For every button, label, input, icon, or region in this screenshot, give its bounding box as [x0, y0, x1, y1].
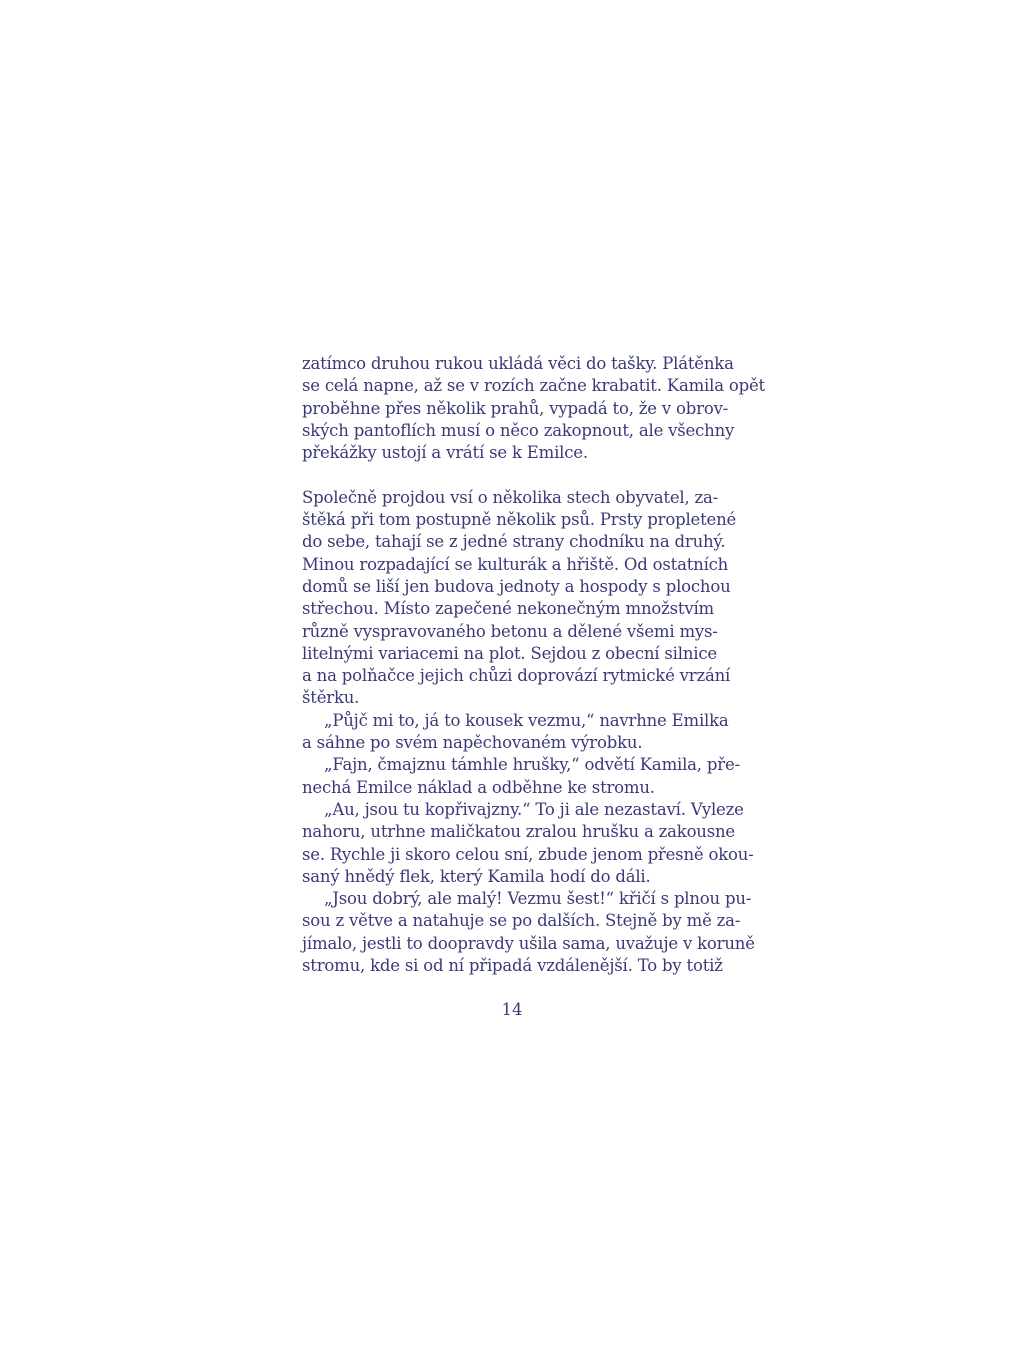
text-line: překážky ustojí a vrátí se k Emilce. [302, 443, 588, 463]
text-line: „Au, jsou tu kopřivajzny.“ To ji ale nezastaví. Vyleze [324, 799, 744, 819]
text-line: sou z větve a natahuje se po dalších. Stejně by mě za- [302, 911, 741, 931]
paragraph [302, 487, 737, 710]
paragraph [302, 754, 740, 799]
text-line: ských pantoflích musí o něco zakopnout, ale všechny [302, 420, 735, 440]
paragraph [302, 888, 755, 977]
text-line: Minou rozpadající se kulturák a hřiště. Od ostatních [302, 554, 729, 574]
paragraph-gap [302, 464, 714, 486]
page-number: 14 [501, 1000, 523, 1019]
text-line: Společně projdou vsí o několika stech obyvatel, za- [302, 487, 719, 507]
text-line: saný hnědý flek, který Kamila hodí do dáli. [302, 866, 651, 886]
text-line: štěká při tom postupně několik psů. Prsty propletené [302, 510, 737, 530]
text-line: různě vyspravovaného betonu a dělené všemi mys- [302, 621, 718, 641]
text-line: štěrku. [302, 688, 360, 708]
text-line: jímalo, jestli to doopravdy ušila sama, uvažuje v koruně [302, 933, 755, 953]
text-line: se. Rychle ji skoro celou sní, zbude jenom přesně okou- [302, 844, 754, 864]
text-line: a na polňačce jejich chůzi doprovází rytmické vrzání [302, 666, 731, 686]
text-line: litelnými variacemi na plot. Sejdou z obecní silnice [302, 643, 717, 663]
body-text [302, 353, 765, 977]
text-line: se celá napne, až se v rozích začne krabatit. Kamila opět [302, 376, 765, 396]
paragraph [302, 353, 765, 464]
text-line: a sáhne po svém napěchovaném výrobku. [302, 733, 643, 753]
text-line: nechá Emilce náklad a odběhne ke stromu. [302, 777, 655, 797]
text-line: „Fajn, čmajznu támhle hrušky,“ odvětí Kamila, pře- [324, 755, 740, 775]
text-line: „Půjč mi to, já to kousek vezmu,“ navrhne Emilka [324, 710, 729, 730]
text-line: střechou. Místo zapečené nekonečným množstvím [302, 599, 714, 619]
text-line: proběhne přes několik prahů, vypadá to, že v obrov- [302, 398, 729, 418]
text-line: zatímco druhou rukou ukládá věci do tašky. Plátěnka [302, 354, 734, 373]
text-line: nahoru, utrhne maličkatou zralou hrušku a zakousne [302, 822, 735, 842]
paragraph [302, 710, 729, 755]
text-line: domů se liší jen budova jednoty a hospody s plochou [302, 576, 731, 596]
text-line: stromu, kde si od ní připadá vzdálenější. To by totiž [302, 956, 723, 976]
text-line: do sebe, tahají se z jedné strany chodníku na druhý. [302, 532, 726, 552]
text-line: „Jsou dobrý, ale malý! Vezmu šest!“ křičí s plnou pu- [324, 889, 752, 909]
paragraph [302, 799, 754, 888]
